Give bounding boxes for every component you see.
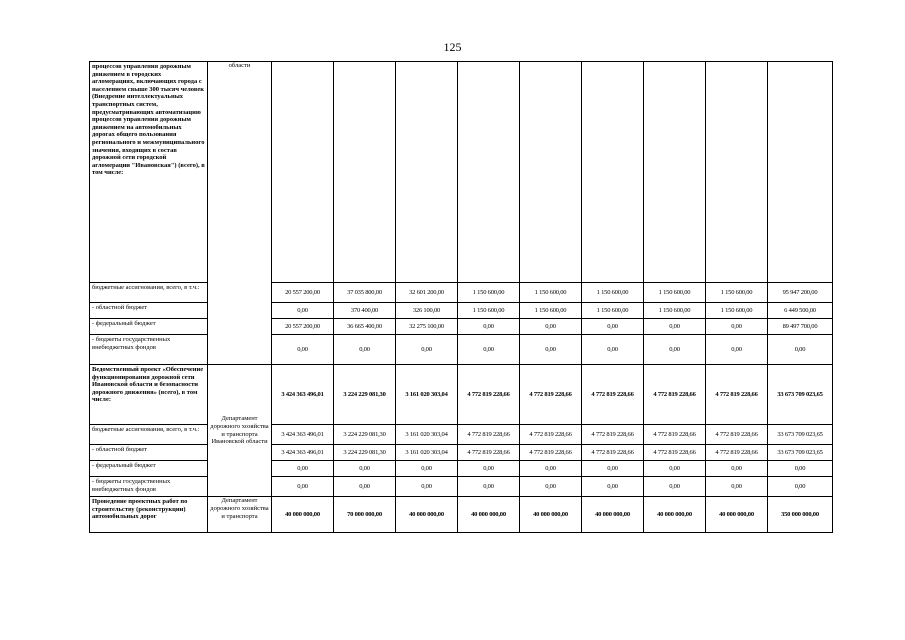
value-cell: 40 000 000,00 xyxy=(272,497,334,533)
value-cell xyxy=(768,62,833,283)
value-cell: 40 000 000,00 xyxy=(644,497,706,533)
row-name: бюджетные ассигнования, всего, в т.ч.: xyxy=(90,425,208,445)
value-cell: 3 424 363 496,01 xyxy=(272,425,334,445)
value-cell: 0,00 xyxy=(458,335,520,365)
value-cell: 33 673 709 023,65 xyxy=(768,365,833,425)
value-cell: 0,00 xyxy=(458,319,520,335)
value-cell: 0,00 xyxy=(768,335,833,365)
value-cell: 20 557 200,00 xyxy=(272,283,334,303)
value-cell xyxy=(334,62,396,283)
value-cell: 0,00 xyxy=(520,477,582,497)
value-cell: 1 150 600,00 xyxy=(706,303,768,319)
value-cell: 0,00 xyxy=(706,477,768,497)
value-cell: 4 772 819 228,66 xyxy=(520,445,582,461)
row-name: - федеральный бюджет xyxy=(90,319,208,335)
value-cell: 0,00 xyxy=(706,461,768,477)
value-cell: 3 424 363 496,01 xyxy=(272,445,334,461)
value-cell: 4 772 819 228,66 xyxy=(582,425,644,445)
value-cell: 0,00 xyxy=(272,477,334,497)
value-cell xyxy=(706,62,768,283)
row-name: - бюджеты государственных внебюджетных фондов xyxy=(90,335,208,365)
value-cell: 1 150 600,00 xyxy=(644,283,706,303)
value-cell: 0,00 xyxy=(582,477,644,497)
table-row xyxy=(90,335,833,365)
row-name: - областной бюджет xyxy=(90,303,208,319)
value-cell: 0,00 xyxy=(644,461,706,477)
page-number: 125 xyxy=(443,40,462,54)
value-cell: 0,00 xyxy=(396,335,458,365)
value-cell: 0,00 xyxy=(582,335,644,365)
value-cell: 4 772 819 228,66 xyxy=(706,425,768,445)
value-cell: 1 150 600,00 xyxy=(458,303,520,319)
responsible-cell: области xyxy=(208,62,272,365)
value-cell: 40 000 000,00 xyxy=(458,497,520,533)
value-cell: 0,00 xyxy=(706,335,768,365)
value-cell: 370 400,00 xyxy=(334,303,396,319)
table-row xyxy=(90,497,833,533)
value-cell: 1 150 600,00 xyxy=(520,303,582,319)
table-row xyxy=(90,319,833,335)
value-cell: 70 000 000,00 xyxy=(334,497,396,533)
value-cell: 3 161 020 303,04 xyxy=(396,365,458,425)
value-cell: 4 772 819 228,66 xyxy=(644,445,706,461)
value-cell: 32 601 200,00 xyxy=(396,283,458,303)
table-row xyxy=(90,303,833,319)
row-name: бюджетные ассигнования, всего, в т.ч.: xyxy=(90,283,208,303)
value-cell: 1 150 600,00 xyxy=(582,303,644,319)
value-cell: 3 161 020 303,04 xyxy=(396,425,458,445)
table-row xyxy=(90,365,833,425)
value-cell: 1 150 600,00 xyxy=(644,303,706,319)
value-cell: 3 224 229 081,30 xyxy=(334,365,396,425)
value-cell: 0,00 xyxy=(272,335,334,365)
value-cell: 3 224 229 081,30 xyxy=(334,445,396,461)
responsible-cell: Департамент дорожного хозяйства и транспорта Ивановской области xyxy=(208,365,272,497)
value-cell: 4 772 819 228,66 xyxy=(644,425,706,445)
value-cell: 32 275 100,00 xyxy=(396,319,458,335)
row-name: процессов управления дорожным движением в городских агломерациях, включающих города с населением свыше 300 тысяч человек (Внедрение интеллектуальных транспортных систем, предусматривающих автоматизацию процессов управления дорожным движением на автомобильных дорогах общего пользования регионального и межмуниципального значения, входящих в состав дорожной сети городской агломерации "Ивановская") (всего), в том числе: xyxy=(90,62,208,283)
value-cell: 3 224 229 081,30 xyxy=(334,425,396,445)
value-cell: 350 000 000,00 xyxy=(768,497,833,533)
value-cell: 33 673 709 023,65 xyxy=(768,425,833,445)
value-cell: 0,00 xyxy=(768,477,833,497)
value-cell: 0,00 xyxy=(396,461,458,477)
value-cell: 3 424 363 496,01 xyxy=(272,365,334,425)
value-cell: 0,00 xyxy=(334,335,396,365)
value-cell: 0,00 xyxy=(582,319,644,335)
budget-table xyxy=(89,61,833,533)
value-cell: 0,00 xyxy=(334,477,396,497)
value-cell: 4 772 819 228,66 xyxy=(458,365,520,425)
value-cell: 0,00 xyxy=(272,303,334,319)
value-cell: 3 161 020 303,04 xyxy=(396,445,458,461)
value-cell: 89 497 700,00 xyxy=(768,319,833,335)
table-row xyxy=(90,283,833,303)
responsible-cell: Департамент дорожного хозяйства и транспорта xyxy=(208,497,272,533)
value-cell: 36 665 400,00 xyxy=(334,319,396,335)
value-cell xyxy=(582,62,644,283)
value-cell: 0,00 xyxy=(582,461,644,477)
value-cell: 0,00 xyxy=(520,461,582,477)
value-cell: 4 772 819 228,66 xyxy=(520,365,582,425)
value-cell: 40 000 000,00 xyxy=(582,497,644,533)
value-cell: 1 150 600,00 xyxy=(582,283,644,303)
value-cell: 1 150 600,00 xyxy=(458,283,520,303)
value-cell: 0,00 xyxy=(272,461,334,477)
value-cell xyxy=(396,62,458,283)
value-cell: 4 772 819 228,66 xyxy=(706,365,768,425)
value-cell: 0,00 xyxy=(706,319,768,335)
value-cell: 1 150 600,00 xyxy=(520,283,582,303)
value-cell: 0,00 xyxy=(334,461,396,477)
value-cell: 1 150 600,00 xyxy=(706,283,768,303)
row-name: Проведение проектных работ по строительству (реконструкции) автомобильных дорог xyxy=(90,497,208,533)
value-cell: 20 557 200,00 xyxy=(272,319,334,335)
value-cell: 0,00 xyxy=(458,461,520,477)
value-cell: 40 000 000,00 xyxy=(520,497,582,533)
row-name: - бюджеты государственных внебюджетных фондов xyxy=(90,477,208,497)
value-cell: 4 772 819 228,66 xyxy=(458,425,520,445)
value-cell: 326 100,00 xyxy=(396,303,458,319)
value-cell: 6 449 500,00 xyxy=(768,303,833,319)
value-cell: 0,00 xyxy=(644,477,706,497)
table-row xyxy=(90,477,833,497)
value-cell: 0,00 xyxy=(458,477,520,497)
table-row xyxy=(90,425,833,445)
value-cell: 0,00 xyxy=(644,319,706,335)
table-row xyxy=(90,445,833,461)
value-cell: 4 772 819 228,66 xyxy=(582,365,644,425)
value-cell: 4 772 819 228,66 xyxy=(520,425,582,445)
value-cell: 0,00 xyxy=(768,461,833,477)
value-cell: 4 772 819 228,66 xyxy=(582,445,644,461)
value-cell xyxy=(644,62,706,283)
value-cell: 37 035 800,00 xyxy=(334,283,396,303)
row-name: Ведомственный проект «Обеспечение функционирования дорожной сети Ивановской области и безопасности дорожного движения» (всего), в том числе: xyxy=(90,365,208,425)
value-cell xyxy=(272,62,334,283)
table-row xyxy=(90,461,833,477)
value-cell: 0,00 xyxy=(396,477,458,497)
value-cell: 40 000 000,00 xyxy=(706,497,768,533)
value-cell: 95 947 200,00 xyxy=(768,283,833,303)
value-cell: 33 673 709 023,65 xyxy=(768,445,833,461)
value-cell: 4 772 819 228,66 xyxy=(706,445,768,461)
value-cell: 40 000 000,00 xyxy=(396,497,458,533)
value-cell: 4 772 819 228,66 xyxy=(644,365,706,425)
value-cell xyxy=(520,62,582,283)
row-name: - областной бюджет xyxy=(90,445,208,461)
value-cell: 0,00 xyxy=(520,335,582,365)
table-row xyxy=(90,62,833,283)
value-cell: 0,00 xyxy=(644,335,706,365)
value-cell: 0,00 xyxy=(520,319,582,335)
row-name: - федеральный бюджет xyxy=(90,461,208,477)
value-cell xyxy=(458,62,520,283)
value-cell: 4 772 819 228,66 xyxy=(458,445,520,461)
